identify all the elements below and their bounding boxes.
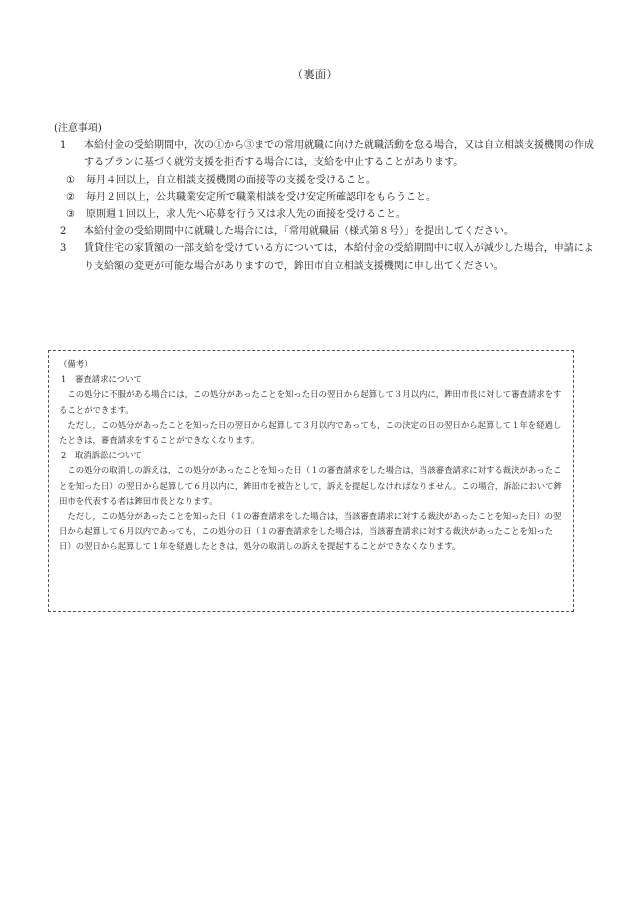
remarks-item-2	[59, 448, 563, 463]
page-heading: （裏面）	[292, 68, 338, 81]
remarks-number: 2	[61, 450, 67, 461]
notes-title: (注意事項)	[54, 123, 102, 134]
remarks-heading: 取消訴訟について	[75, 450, 142, 461]
note-number: 3	[60, 243, 67, 255]
note-item-2	[54, 223, 594, 240]
subitem-number: ②	[66, 191, 75, 203]
remarks-item-1	[59, 372, 563, 387]
remarks-heading: 審査請求について	[75, 374, 142, 385]
remarks-title: （備考）	[59, 359, 93, 369]
remarks-box	[48, 350, 574, 612]
remarks-paragraph: この処分に不服がある場合には，この処分があったことを知った日の翌日から起算して３月以内に，鉾田市長に対して審査請求をすることができます。	[59, 389, 562, 415]
subitem-text: 原則週１回以上，求人先へ応募を行う又は求人先の面接を受けること。	[86, 209, 406, 221]
subitem-number: ①	[66, 174, 75, 186]
notes-section	[54, 120, 594, 275]
remarks-paragraph: ただし，この処分があったことを知った日の翌日から起算して３月以内であっても，この決定の日の翌日から起算して１年を経過したときは，審査請求をすることができなくなります。	[59, 419, 562, 446]
note-subitem-3	[54, 206, 594, 223]
subitem-text: 毎月４回以上，自立相談支援機関の面接等の支援を受けること。	[86, 174, 376, 186]
remarks-number: 1	[61, 374, 67, 385]
note-item-3	[54, 240, 594, 274]
remarks-paragraph: この処分の取消しの訴えは，この処分があったことを知った日（１の審査請求をした場合は，当該審査請求に対する裁決があったことを知った日）の翌日から起算して６月以内に，鉾田市を被告として，訴えを提起しなければなりません。この場合，訴訟において鉾田市を代表する者は鉾田市長となります。	[59, 465, 562, 506]
note-text: 賃貸住宅の家賃額の一部支給を受けている方については，本給付金の受給期間中に収入が減少した場合，申請により支給額の変更が可能な場合がありますので，鉾田市自立相談支援機関に申し出てください。	[84, 243, 594, 272]
note-number: 1	[60, 140, 67, 152]
subitem-number: ③	[66, 209, 75, 221]
note-number: 2	[60, 226, 67, 238]
note-text: 本給付金の受給期間中に就職した場合には，「常用就職届（様式第８号）」を提出してください。	[84, 226, 514, 238]
remarks-paragraph: ただし，この処分があったことを知った日（１の審査請求をした場合は，当該審査請求に対する裁決があったことを知った日）の翌日から起算して６月以内であっても，この処分の日（１の審査請求をした場合は，当該審査請求に対する裁決があったことを知った日）の翌日から起算して１年を経過したときは，処分の取消しの訴えを提起することができなくなります。	[59, 511, 562, 552]
note-subitem-1	[54, 172, 594, 189]
subitem-text: 毎月２回以上，公共職業安定所で職業相談を受け安定所確認印をもらうこと。	[86, 191, 436, 203]
note-subitem-2	[54, 189, 594, 206]
note-item-1	[54, 137, 594, 171]
note-text: 本給付金の受給期間中，次の①から③までの常用就職に向けた就職活動を怠る場合，又は自立相談支援機関の作成するプランに基づく就労支援を拒否する場合には，支給を中止することがあります。	[84, 140, 594, 169]
